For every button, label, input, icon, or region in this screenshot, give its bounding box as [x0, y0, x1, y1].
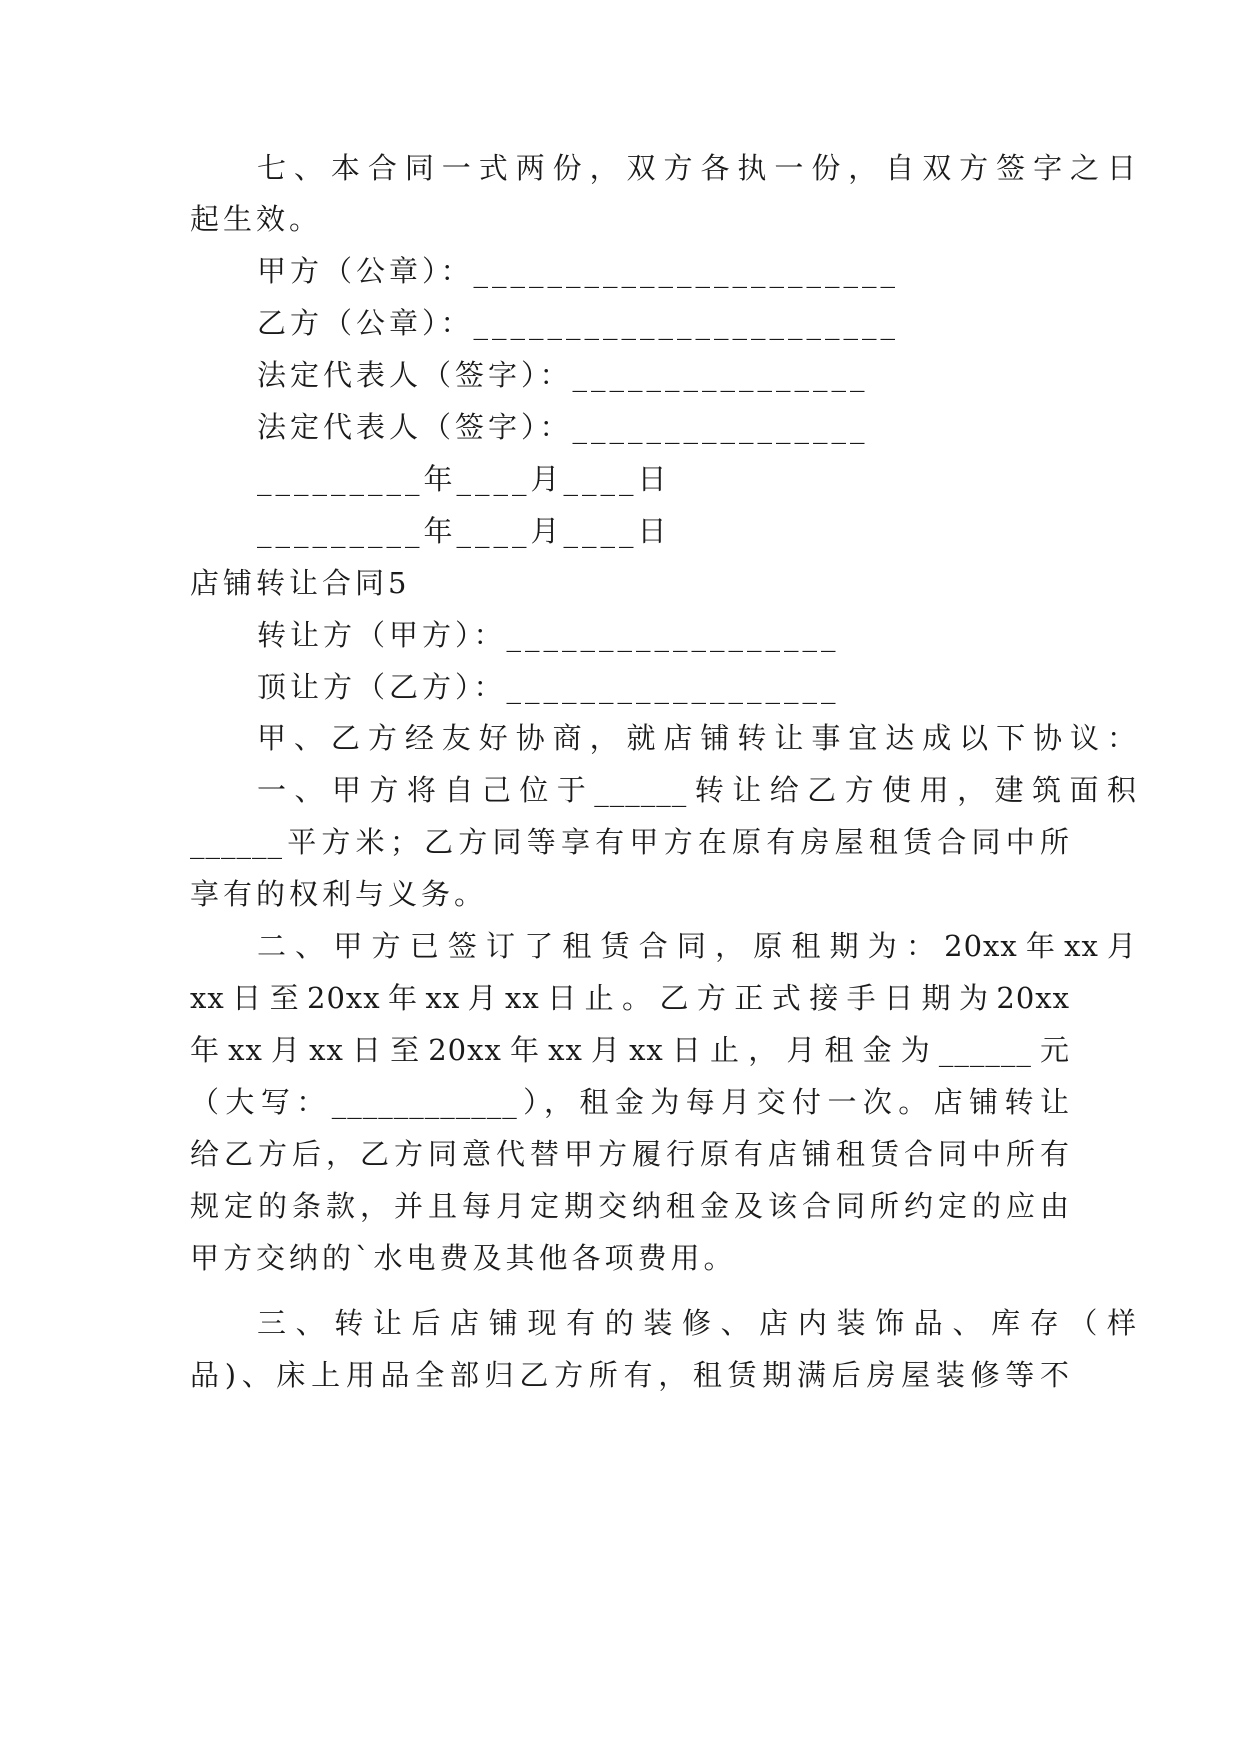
clause-3-line-2: 品)、床上用品全部归乙方所有，租赁期满后房屋装修等不 — [190, 1358, 1070, 1392]
transferee-line: 顶让方（乙方）：__________________ — [257, 670, 840, 704]
party-b-seal-line: 乙方（公章）：_______________________ — [257, 306, 900, 340]
clause-7-line-2: 起生效。 — [190, 202, 323, 236]
clause-2-line-7: 甲方交纳的`水电费及其他各项费用。 — [190, 1241, 737, 1275]
legal-rep-sign-line-1: 法定代表人（签字）：________________ — [257, 358, 869, 392]
clause-2-line-5: 给乙方后，乙方同意代替甲方履行原有店铺租赁合同中所有 — [190, 1137, 1070, 1171]
transferor-line: 转让方（甲方）：__________________ — [257, 618, 840, 652]
clause-2-line-6: 规定的条款，并且每月定期交纳租金及该合同所约定的应由 — [190, 1189, 1070, 1223]
clause-2-line-4: （大写：____________），租金为每月交付一次。店铺转让 — [190, 1085, 1070, 1119]
date-line-1: _________年____月____日 — [257, 462, 671, 496]
contract-heading: 店铺转让合同5 — [190, 566, 411, 600]
preamble-line: 甲、乙方经友好协商，就店铺转让事宜达成以下协议： — [257, 721, 1137, 755]
clause-2-line-3: 年xx月xx日至20xx年xx月xx日止，月租金为______元 — [190, 1033, 1070, 1067]
clause-2-line-2: xx日至20xx年xx月xx日止。乙方正式接手日期为20xx — [190, 981, 1070, 1015]
party-a-seal-line: 甲方（公章）：_______________________ — [257, 254, 900, 288]
clause-3-line-1: 三、转让后店铺现有的装修、店内装饰品、库存（样 — [257, 1306, 1137, 1340]
clause-2-line-1: 二、甲方已签订了租赁合同，原租期为：20xx年xx月 — [257, 929, 1137, 963]
date-line-2: _________年____月____日 — [257, 514, 671, 548]
clause-1-line-1: 一、甲方将自己位于______转让给乙方使用，建筑面积 — [257, 773, 1137, 807]
clause-1-line-3: 享有的权利与义务。 — [190, 877, 488, 911]
clause-7-line-1: 七、本合同一式两份，双方各执一份，自双方签字之日 — [257, 151, 1137, 185]
legal-rep-sign-line-2: 法定代表人（签字）：________________ — [257, 410, 869, 444]
clause-1-line-2: ______平方米；乙方同等享有甲方在原有房屋租赁合同中所 — [190, 825, 1070, 859]
